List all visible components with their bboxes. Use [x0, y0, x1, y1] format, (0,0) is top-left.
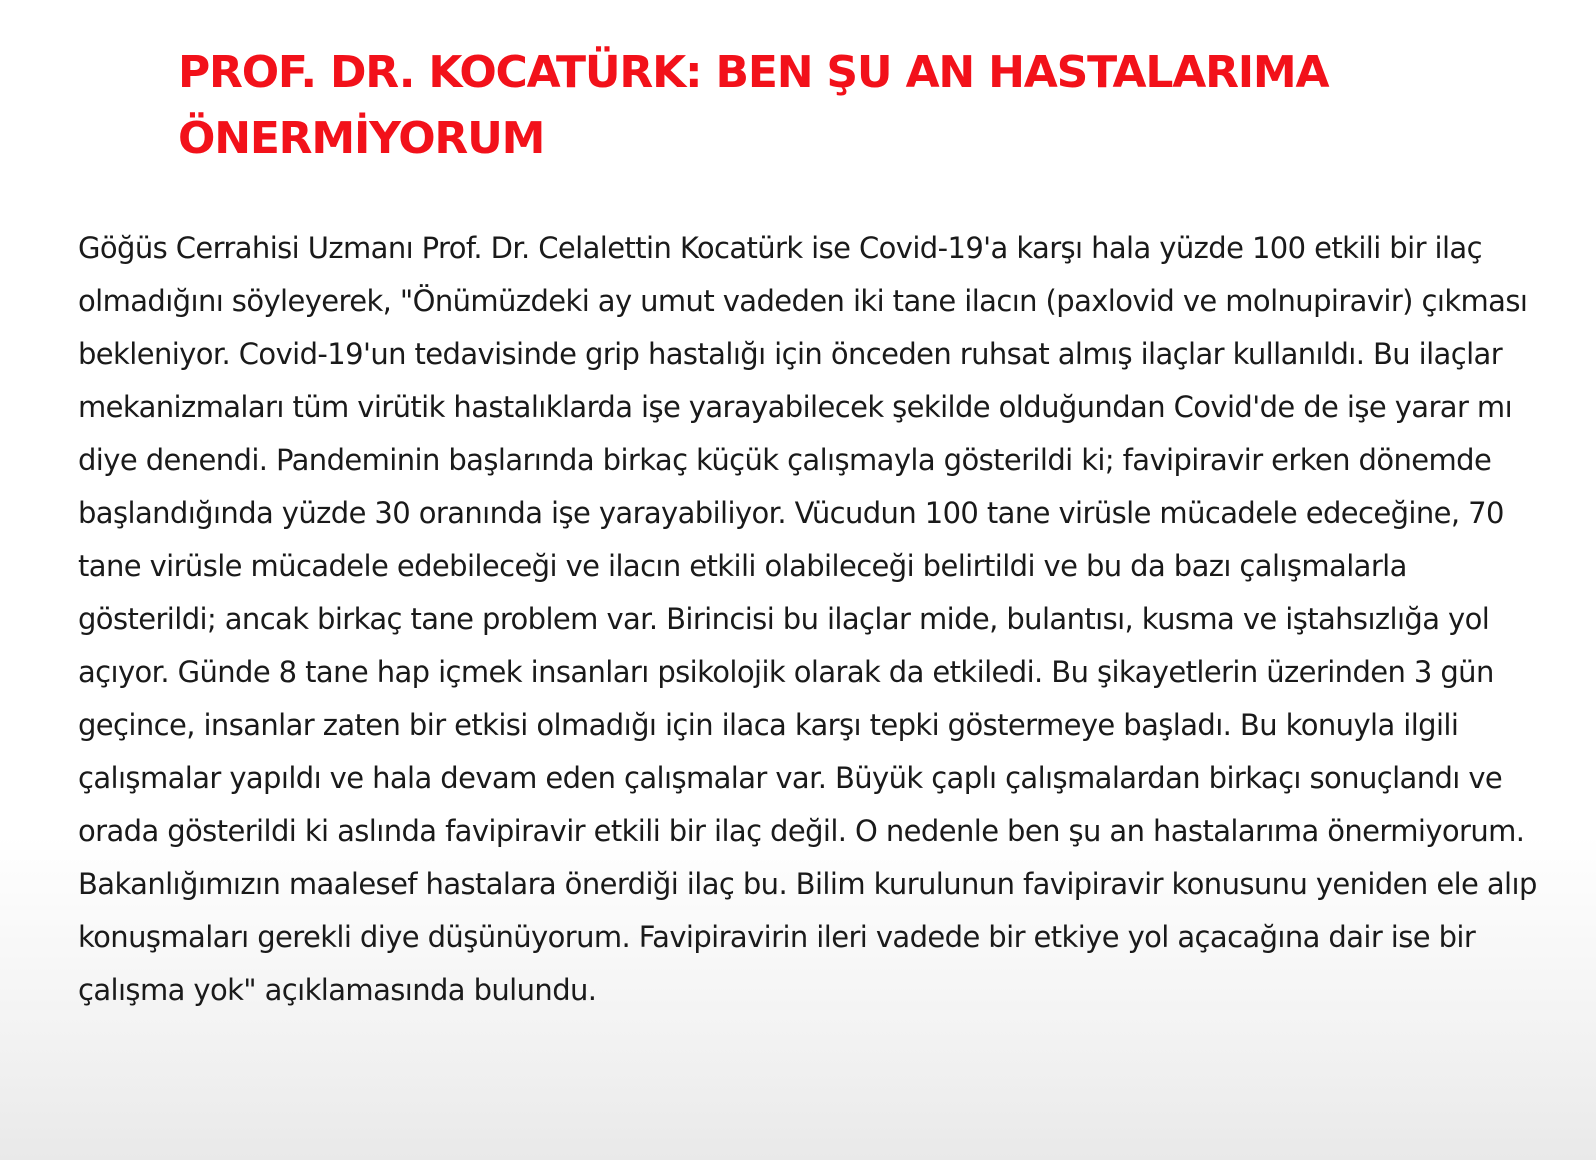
article-body: Göğüs Cerrahisi Uzmanı Prof. Dr. Celalettin Kocatürk ise Covid-19'a karşı hala yüzde 100 etkili bir ilaç olmadığını söyleyerek, "Önümüzdeki ay umut vadeden iki tane ilacın (paxlovid ve molnupiravir) çıkması bekleniyor. Covid-19'un tedavisinde grip hastalığı için önceden ruhsat almış ilaçlar kullanıldı. Bu ilaçlar mekanizmaları tüm virütik hastalıklarda işe yarayabilecek şekilde olduğundan Covid'de de işe yarar mı diye denendi. Pandeminin başlarında birkaç küçük çalışmayla gösterildi ki; favipiravir erken dönemde başlandığında yüzde 30 oranında işe yarayabiliyor. Vücudun 100 tane virüsle mücadele edeceğine, 70 tane virüsle mücadele edebileceği ve ilacın etkili olabileceği belirtildi ve bu da bazı çalışmalarla gösterildi; ancak birkaç tane problem var. Birincisi bu ilaçlar mide, bulantısı, kusma ve iştahsızlığa yol açıyor. Günde 8 tane hap içmek insanları psikolojik olarak da etkiledi. Bu şikayetlerin üzerinden 3 gün geçince, insanlar zaten bir etkisi olmadığı için ilaca karşı tepki göstermeye başladı. Bu konuyla ilgili çalışmalar yapıldı ve hala devam eden çalışmalar var. Büyük çaplı çalışmalardan birkaçı sonuçlandı ve orada gösterildi ki aslında favipiravir etkili bir ilaç değil. O nedenle ben şu an hastalarıma önermiyorum. Bakanlığımızın maalesef hastalara önerdiği ilaç bu. Bilim kurulunun favipiravir konusunu yeniden ele alıp konuşmaları gerekli diye düşünüyorum. Favipiravirin ileri vadede bir etkiye yol açacağına dair ise bir çalışma yok" açıklamasında bulundu.: [78, 231, 1537, 1007]
article-headline: PROF. DR. KOCATÜRK: BEN ŞU AN HASTALARIMA ÖNERMİYORUM: [178, 47, 1329, 164]
